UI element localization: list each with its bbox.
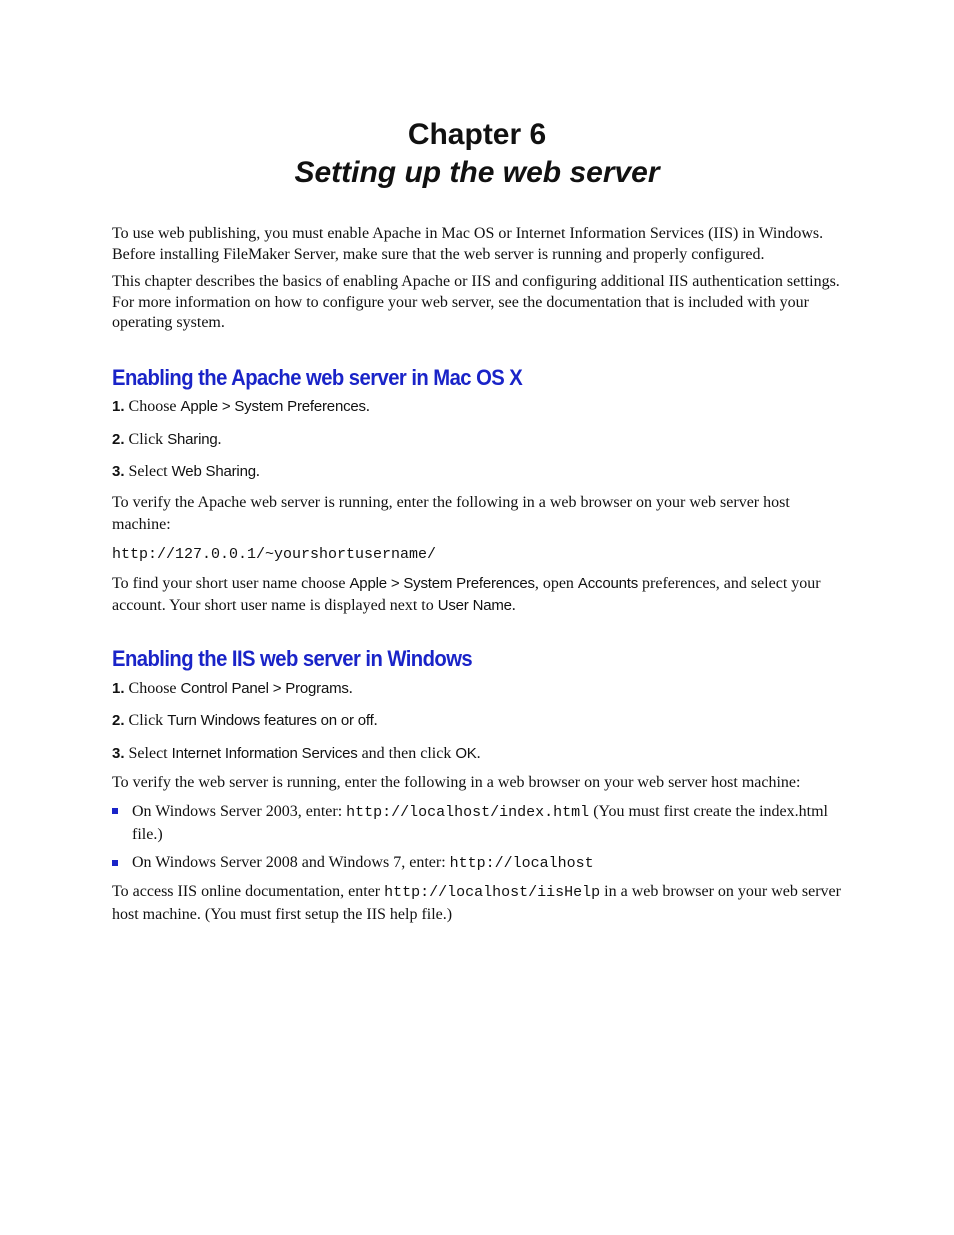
apache-find-username — [112, 573, 847, 617]
step-mid: and then click — [361, 744, 452, 762]
apache-verify-text: To verify the Apache web server is running, enter the following in a web browser on your web server host machine: — [112, 493, 790, 533]
step-verb: Select — [128, 463, 168, 480]
iis-verify-text: To verify the web server is running, enter the following in a web browser on your web server host machine: — [112, 774, 801, 791]
find-text-1: To find your short user name choose — [112, 575, 350, 592]
find-ui-accounts: Accounts — [577, 575, 639, 592]
docs-code: http://localhost/iisHelp — [384, 884, 601, 901]
step-end: . — [217, 430, 222, 448]
bullet-code: http://localhost — [449, 854, 594, 872]
step-number: 2. — [112, 712, 125, 729]
find-text-2: , open — [534, 575, 578, 592]
chapter-label: Chapter 6 — [407, 118, 547, 151]
docs-text-1: To access IIS online documentation, enter — [112, 883, 385, 900]
apache-step-1 — [112, 397, 847, 418]
step-end: . — [373, 712, 378, 729]
bullet-text: On Windows Server 2003, enter: — [132, 802, 347, 820]
apache-step-3 — [112, 462, 847, 483]
iis-step-2 — [112, 711, 847, 732]
bullet-after: (You must first create the index.html file.) — [132, 802, 828, 843]
iis-section-heading: Enabling the IIS web server in Windows — [112, 646, 473, 671]
step-ui-target-ok: OK — [455, 744, 477, 762]
step-end: . — [255, 463, 260, 480]
intro-paragraph-2: This chapter describes the basics of enabling Apache or IIS and configuring additional IIS authentication settings. For more information on how to configure your web server, see the documentation that is included with your operating system. — [112, 273, 840, 331]
find-ui-user-name: User Name — [437, 597, 512, 614]
step-ui-target: Apple > System Preferences — [180, 398, 366, 415]
chapter-heading — [0, 116, 954, 192]
bullet-code: http://localhost/index.html — [346, 803, 590, 821]
step-number: 1. — [112, 679, 125, 697]
iis-bullet-list — [112, 801, 847, 875]
step-ui-target: Control Panel > Programs — [180, 679, 349, 697]
square-bullet-icon — [112, 860, 118, 866]
step-number: 3. — [112, 463, 125, 480]
apache-step-2 — [112, 430, 847, 451]
step-verb: Choose — [128, 398, 177, 415]
docs-text-2: in a web browser on your web server host machine. (You must first setup the IIS help file.) — [112, 883, 841, 923]
list-item — [112, 853, 847, 875]
find-ui-apple: Apple > System Preferences — [349, 575, 535, 592]
find-text-3: preferences, and select your account. Your short user name is displayed next to — [112, 575, 821, 614]
intro-paragraph-1: To use web publishing, you must enable Apache in Mac OS or Internet Information Services (IIS) in Windows. Before installing FileMaker Server, make sure that the web server is running and properly configured. — [112, 225, 824, 263]
apache-verify-url — [112, 544, 847, 566]
apache-url-code: http://127.0.0.1/~yourshortusername/ — [112, 545, 437, 563]
step-verb: Choose — [128, 679, 177, 697]
step-verb: Click — [128, 430, 164, 448]
iis-step-1 — [112, 679, 847, 700]
list-item — [112, 801, 847, 846]
step-end: . — [476, 744, 481, 762]
square-bullet-icon — [112, 808, 118, 814]
step-ui-target: Sharing — [167, 430, 218, 448]
find-text-4: . — [511, 597, 516, 614]
step-ui-target: Web Sharing — [171, 463, 256, 480]
bullet-text: On Windows Server 2008 and Windows 7, enter: — [132, 853, 450, 871]
step-verb: Click — [128, 712, 164, 729]
body-text — [112, 224, 847, 933]
step-end: . — [365, 398, 370, 415]
iis-step-3 — [112, 744, 847, 765]
step-ui-target: Internet Information Services — [171, 744, 358, 762]
iis-docs-paragraph — [112, 881, 847, 926]
step-number: 3. — [112, 744, 125, 762]
step-ui-target: Turn Windows features on or off — [167, 712, 374, 729]
apache-section-heading: Enabling the Apache web server in Mac OS X — [112, 364, 523, 390]
step-number: 1. — [112, 398, 125, 415]
chapter-title: Setting up the web server — [294, 156, 660, 189]
step-verb: Select — [128, 744, 168, 762]
step-number: 2. — [112, 430, 125, 448]
step-end: . — [348, 679, 353, 697]
